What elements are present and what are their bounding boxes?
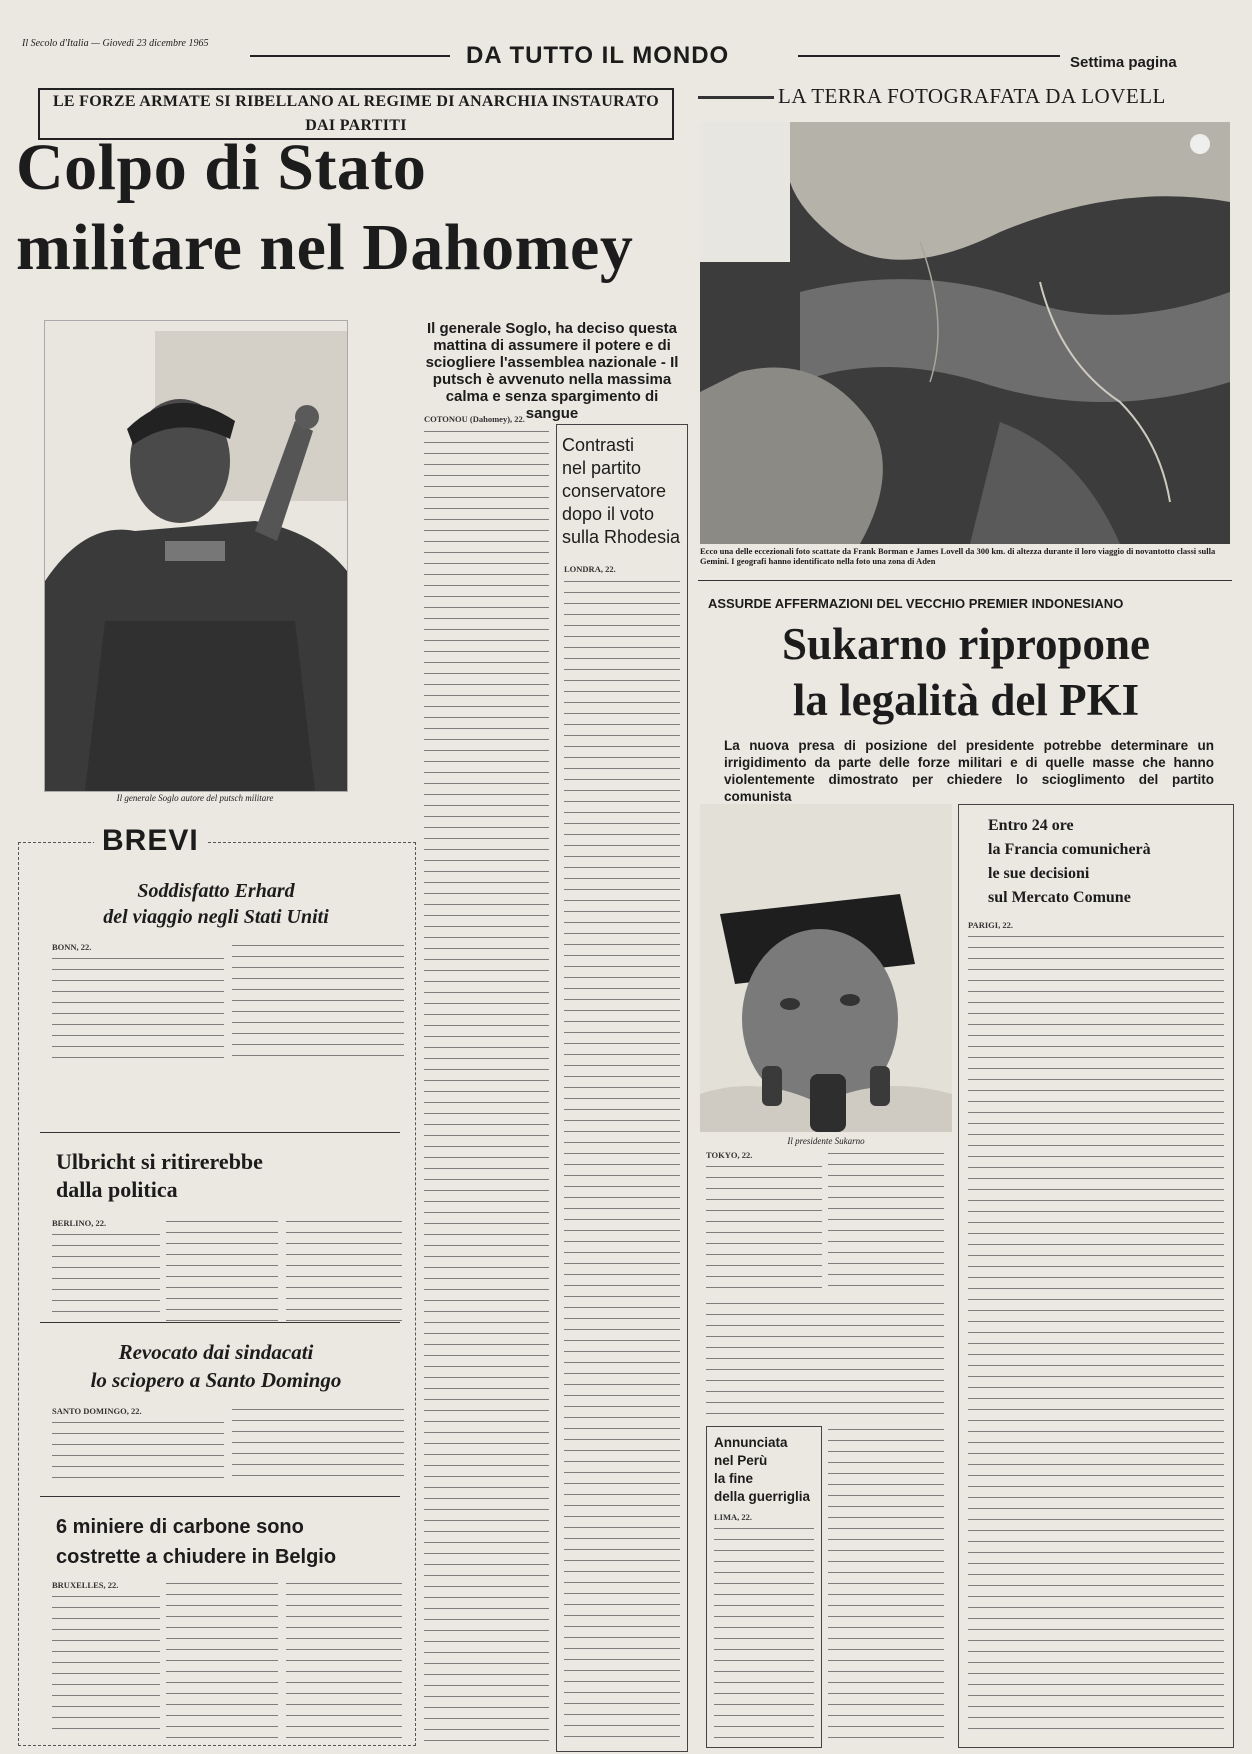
- domingo-text-col2: [232, 1406, 404, 1484]
- soglo-photo-art: [45, 321, 347, 791]
- erhard-text-col1: [52, 955, 224, 1065]
- erhard-head-line1: Soddisfatto Erhard: [137, 880, 295, 902]
- dahomey-article-column-1: [424, 428, 549, 1748]
- masthead-rule-right: [798, 55, 1060, 57]
- rhodesia-article-text: [564, 578, 680, 1742]
- erhard-headline: [26, 878, 406, 930]
- rhodesia-head-line1: Contrasti: [562, 435, 635, 455]
- domingo-dateline: SANTO DOMINGO, 22.: [52, 1406, 142, 1416]
- ulbricht-head-line1: Ulbricht si ritirerebbe: [56, 1149, 263, 1174]
- sukarno-headline: [700, 616, 1232, 728]
- soglo-photo-caption: Il generale Soglo autore del putsch militare: [116, 793, 274, 803]
- erhard-text-col2: [232, 942, 404, 1062]
- domingo-head-line1: Revocato dai sindacati: [118, 1340, 314, 1364]
- domingo-headline: [26, 1338, 406, 1394]
- sukarno-lede: La nuova presa di posizione del presidente potrebbe determinare un irrigidimento da parte delle forze militari e di quelle masse che hanno violentemente dimostrato per chiedere lo scioglimento del partito comunista: [724, 738, 1214, 804]
- rhodesia-head-line4: dopo il voto: [562, 504, 655, 524]
- dahomey-title-line1: Colpo di Stato: [16, 131, 427, 204]
- masthead-rule-left: [250, 55, 450, 57]
- belgio-text-col3: [286, 1580, 402, 1738]
- peru-head-line4: della guerriglia: [714, 1489, 811, 1504]
- francia-head-line2: la Francia comunicherà: [988, 841, 1151, 858]
- ulbricht-head-line2: dalla politica: [56, 1177, 178, 1202]
- ulbricht-text-col3: [286, 1218, 402, 1328]
- sukarno-title-line2: la legalità del PKI: [792, 675, 1140, 725]
- sukarno-photo-caption: Il presidente Sukarno: [787, 1136, 865, 1146]
- belgio-dateline: BRUXELLES, 22.: [52, 1580, 119, 1590]
- dahomey-lede: Il generale Soglo, ha deciso questa mattina di assumere il potere e di sciogliere l'assemblea nazionale - Il putsch è avvenuto nella massima calma e senza spargimento di sangue: [425, 320, 679, 422]
- page-label: Settima pagina: [1070, 54, 1177, 71]
- peru-dateline: LIMA, 22.: [714, 1512, 753, 1522]
- sukarno-text-wide: [706, 1300, 944, 1420]
- masthead-newspaper-date: Il Secolo d'Italia — Giovedì 23 dicembre 1965: [22, 38, 209, 49]
- francia-dateline: PARIGI, 22.: [968, 920, 1013, 930]
- belgio-head-line1: 6 miniere di carbone sono: [56, 1516, 304, 1538]
- sukarno-title-line1: Sukarno ripropone: [781, 619, 1151, 669]
- francia-headline: [988, 814, 1228, 910]
- peru-headline: [714, 1434, 814, 1506]
- rhodesia-head-line5: sulla Rhodesia: [562, 527, 681, 547]
- belgio-head-line2: costrette a chiudere in Belgio: [56, 1546, 337, 1568]
- ulbricht-dateline: BERLINO, 22.: [52, 1218, 107, 1228]
- belgio-text-col1: [52, 1593, 160, 1739]
- lovell-rule: [698, 96, 774, 99]
- domingo-text-col1: [52, 1419, 224, 1485]
- erhard-head-line2: del viaggio negli Stati Uniti: [103, 906, 329, 928]
- rhodesia-head-line3: conservatore: [562, 481, 667, 501]
- brevi-divider-2: [40, 1322, 400, 1323]
- sukarno-text-col3: [828, 1426, 944, 1746]
- rhodesia-headline: [562, 434, 682, 549]
- francia-head-line1: Entro 24 ore: [988, 817, 1074, 834]
- soglo-photo: [44, 320, 348, 792]
- brevi-title: BREVI: [94, 824, 207, 858]
- belgio-headline: [56, 1512, 406, 1572]
- francia-article-text: [968, 933, 1224, 1739]
- rhodesia-dateline: LONDRA, 22.: [564, 564, 616, 574]
- ulbricht-text-col2: [166, 1218, 278, 1328]
- francia-head-line4: sul Mercato Comune: [988, 889, 1131, 906]
- francia-head-line3: le sue decisioni: [988, 865, 1090, 882]
- peru-head-line1: Annunciata: [714, 1435, 788, 1450]
- dahomey-title-line2: militare nel Dahomey: [16, 211, 634, 284]
- lovell-earth-photo: [700, 122, 1230, 544]
- dahomey-kicker: LE FORZE ARMATE SI RIBELLANO AL REGIME DI ANARCHIA INSTAURATO DAI PARTITI: [38, 88, 674, 140]
- peru-head-line3: la fine: [714, 1471, 754, 1486]
- sukarno-top-rule: [698, 580, 1232, 581]
- peru-head-line2: nel Perù: [714, 1453, 768, 1468]
- sukarno-text-col2: [828, 1150, 944, 1294]
- lovell-photo-caption: Ecco una delle eccezionali foto scattate da Frank Borman e James Lovell da 300 km. di altezza durante il loro viaggio di novantotto classi sulla Gemini. I geografi hanno identificato nella foto una zona di Aden: [700, 546, 1216, 566]
- lovell-headline: LA TERRA FOTOGRAFATA DA LOVELL: [778, 84, 1166, 108]
- sukarno-dateline: TOKYO, 22.: [706, 1150, 753, 1160]
- dahomey-dateline: COTONOU (Dahomey), 22.: [424, 414, 525, 424]
- sukarno-kicker: ASSURDE AFFERMAZIONI DEL VECCHIO PREMIER INDONESIANO: [708, 596, 1124, 611]
- ulbricht-headline: [56, 1148, 396, 1204]
- brevi-divider-1: [40, 1132, 400, 1133]
- sukarno-text-col1: [706, 1163, 822, 1293]
- sukarno-photo: [700, 804, 952, 1132]
- belgio-text-col2: [166, 1580, 278, 1738]
- section-title: DA TUTTO IL MONDO: [466, 42, 730, 69]
- peru-article-text: [714, 1525, 814, 1739]
- rhodesia-head-line2: nel partito: [562, 458, 642, 478]
- dahomey-headline: [16, 128, 676, 288]
- erhard-dateline: BONN, 22.: [52, 942, 92, 952]
- domingo-head-line2: lo sciopero a Santo Domingo: [90, 1368, 342, 1392]
- lovell-earth-photo-art: [700, 122, 1230, 544]
- sukarno-photo-art: [700, 804, 952, 1132]
- brevi-divider-3: [40, 1496, 400, 1497]
- ulbricht-text-col1: [52, 1231, 160, 1327]
